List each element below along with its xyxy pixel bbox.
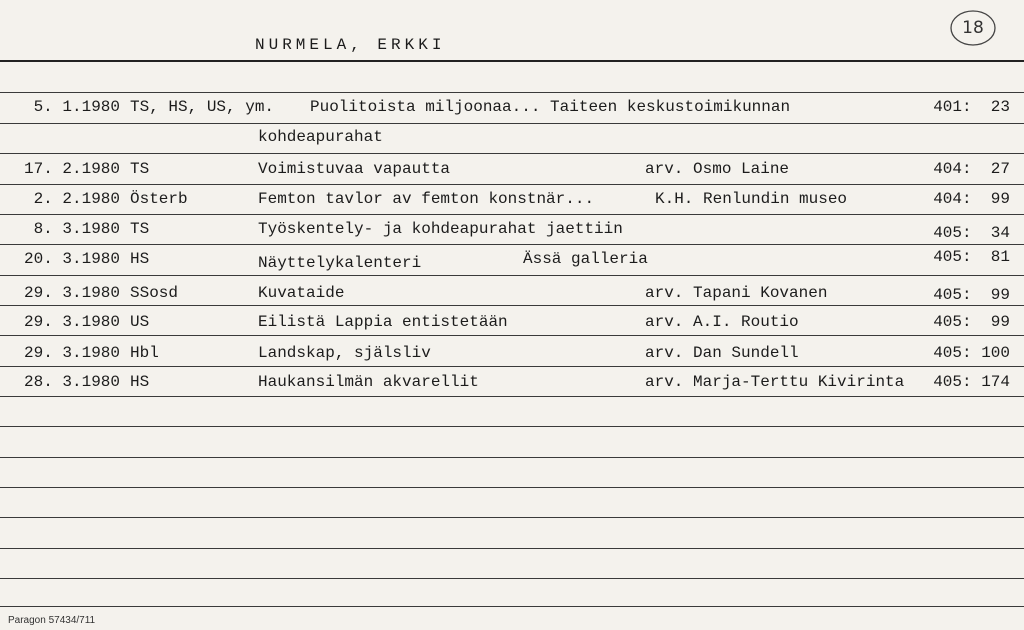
ruled-line [0, 184, 1024, 185]
ruled-line [0, 578, 1024, 579]
ruled-line [0, 426, 1024, 427]
entry-title: Työskentely- ja kohdeapurahat jaettiin [258, 220, 623, 238]
entry-ref: 405: 81 [933, 248, 1010, 266]
entry-title: Haukansilmän akvarellit [258, 373, 479, 391]
ruled-line [0, 487, 1024, 488]
ruled-line [0, 517, 1024, 518]
entry-source: Hbl [130, 344, 159, 362]
entry-title: Eilistä Lappia entistetään [258, 313, 508, 331]
entry-row [0, 284, 1024, 308]
entry-source: Österb [130, 190, 188, 208]
entry-ref: 405: 100 [933, 344, 1010, 362]
entry-author: arv. Osmo Laine [645, 160, 790, 178]
entry-title: Kuvataide [258, 284, 345, 302]
entry-ref: 404: 99 [933, 190, 1010, 208]
entry-title: Näyttelykalenteri [258, 254, 422, 272]
entry-title: Femton tavlor av femton konstnär... [258, 190, 595, 208]
entry-author: arv. Tapani Kovanen [645, 284, 828, 302]
entry-ref: 405: 34 [933, 224, 1010, 242]
ruled-line [0, 606, 1024, 607]
entry-source: TS, HS, US, ym. [130, 98, 275, 116]
page-number-circle [948, 8, 998, 48]
card-name-heading: NURMELA, ERKKI [255, 36, 446, 54]
entry-row [0, 250, 1024, 274]
entry-row [0, 373, 1024, 397]
entry-source: HS [130, 373, 150, 391]
entry-ref: 405: 174 [933, 373, 1010, 391]
entry-title: Puolitoista miljoonaa... Taiteen keskustoimikunnan [310, 98, 791, 116]
entry-title-continued: kohdeapurahat [258, 128, 383, 146]
ruled-line [0, 153, 1024, 154]
entry-row [0, 220, 1024, 244]
ruled-line [0, 123, 1024, 124]
header-rule [0, 60, 1024, 62]
entry-ref: 401: 23 [933, 98, 1010, 116]
entry-date: 8. 3.1980 [33, 220, 120, 238]
ruled-line [0, 92, 1024, 93]
ruled-line [0, 244, 1024, 245]
entry-date: 29. 3.1980 [23, 344, 120, 362]
ruled-line [0, 275, 1024, 276]
entry-row [0, 98, 1024, 122]
entry-title: Voimistuvaa vapautta [258, 160, 451, 178]
entry-row [0, 313, 1024, 337]
entry-ref: 404: 27 [933, 160, 1010, 178]
entry-source: TS [130, 220, 150, 238]
ruled-line [0, 548, 1024, 549]
entry-date: 29. 3.1980 [23, 284, 120, 302]
entry-date: 2. 2.1980 [33, 190, 120, 208]
ruled-line [0, 214, 1024, 215]
entry-title: Landskap, själsliv [258, 344, 431, 362]
entry-date: 17. 2.1980 [23, 160, 120, 178]
entry-author: arv. Marja-Terttu Kivirinta [645, 373, 905, 391]
entry-ref: 405: 99 [933, 286, 1010, 304]
entry-date: 5. 1.1980 [33, 98, 120, 116]
entry-date: 29. 3.1980 [23, 313, 120, 331]
entry-row [0, 160, 1024, 184]
page-number: 18 [962, 18, 984, 38]
entry-ref: 405: 99 [933, 313, 1010, 331]
entry-author: Ässä galleria [523, 250, 648, 268]
entry-source: HS [130, 250, 150, 268]
entry-row [0, 190, 1024, 214]
entry-author: arv. A.I. Routio [645, 313, 799, 331]
entry-author: arv. Dan Sundell [645, 344, 799, 362]
entry-author: K.H. Renlundin museo [655, 190, 848, 208]
card-footer-imprint: Paragon 57434/711 [8, 615, 96, 626]
entry-date: 20. 3.1980 [23, 250, 120, 268]
entry-source: US [130, 313, 150, 331]
ruled-line [0, 457, 1024, 458]
entry-source: SSosd [130, 284, 179, 302]
entry-row [0, 344, 1024, 368]
entry-source: TS [130, 160, 150, 178]
entry-date: 28. 3.1980 [23, 373, 120, 391]
entry-row-continuation [0, 128, 1024, 152]
